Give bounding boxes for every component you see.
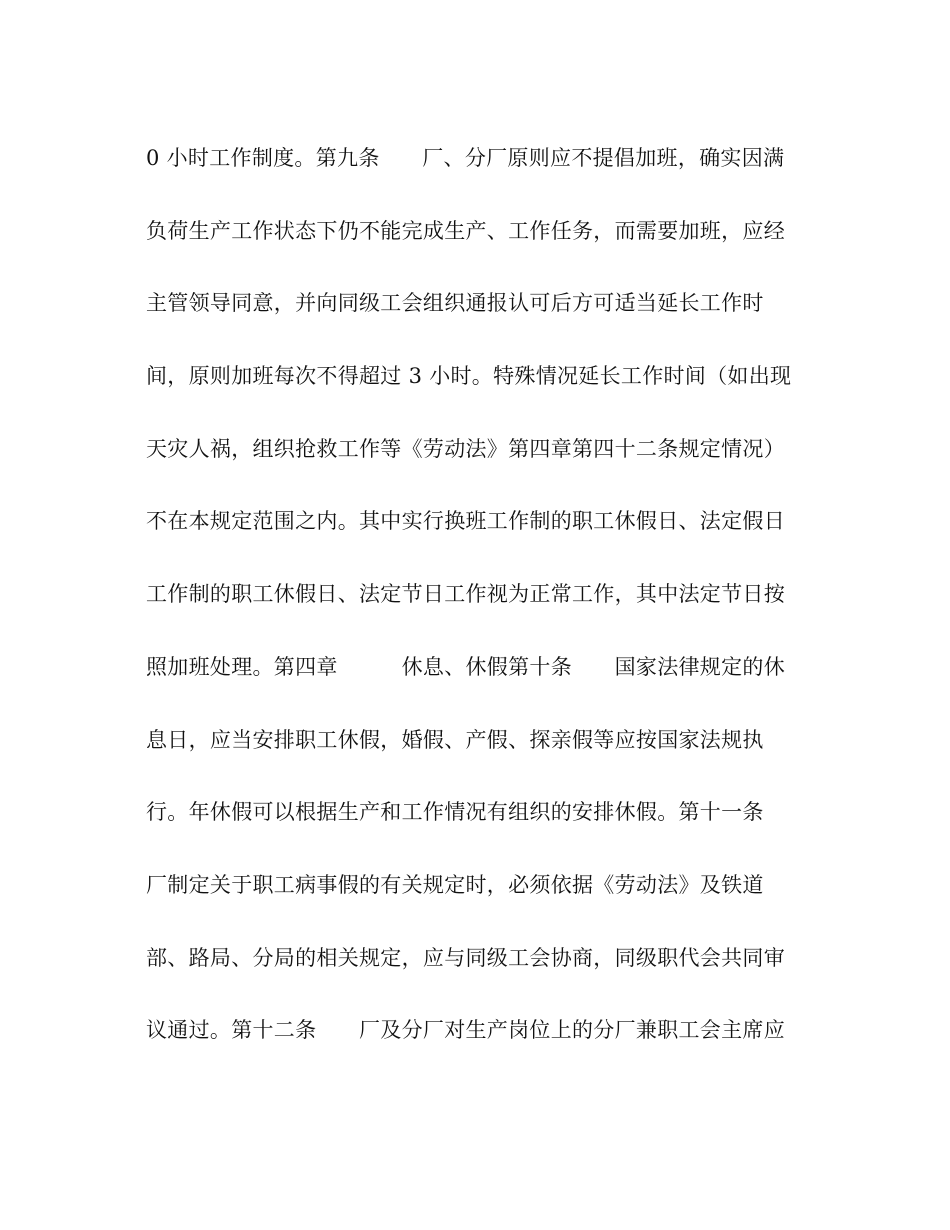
- text-line-10: 行。年休假可以根据生产和工作情况有组织的安排休假。第十一条: [146, 800, 764, 825]
- text-line-13: 议通过。第十二条 厂及分厂对生产岗位上的分厂兼职工会主席应: [146, 1018, 785, 1043]
- text-line-8: 照加班处理。第四章 休息、休假第十条 国家法律规定的休: [146, 654, 785, 679]
- text-line-3: 主管领导同意，并向同级工会组织通报认可后方可适当延长工作时: [146, 291, 764, 316]
- text-line-5: 天灾人祸，组织抢救工作等《劳动法》第四章第四十二条规定情况）: [146, 436, 785, 461]
- text-line-11: 厂制定关于职工病事假的有关规定时，必须依据《劳动法》及铁道: [146, 872, 764, 897]
- text-line-12: 部、路局、分局的相关规定，应与同级工会协商，同级职代会共同审: [146, 945, 785, 970]
- text-line-9: 息日，应当安排职工休假，婚假、产假、探亲假等应按国家法规执: [146, 727, 764, 752]
- text-line-7: 工作制的职工休假日、法定节日工作视为正常工作，其中法定节日按: [146, 582, 785, 607]
- text-line-2: 负荷生产工作状态下仍不能完成生产、工作任务，而需要加班，应经: [146, 218, 785, 243]
- text-line-6: 不在本规定范围之内。其中实行换班工作制的职工休假日、法定假日: [146, 509, 785, 534]
- body-text: [146, 136, 806, 1081]
- text-line-1: 0 小时工作制度。第九条 厂、分厂原则应不提倡加班，确实因满: [146, 146, 785, 170]
- text-line-4: 间，原则加班每次不得超过 3 小时。特殊情况延长工作时间（如出现: [146, 364, 792, 389]
